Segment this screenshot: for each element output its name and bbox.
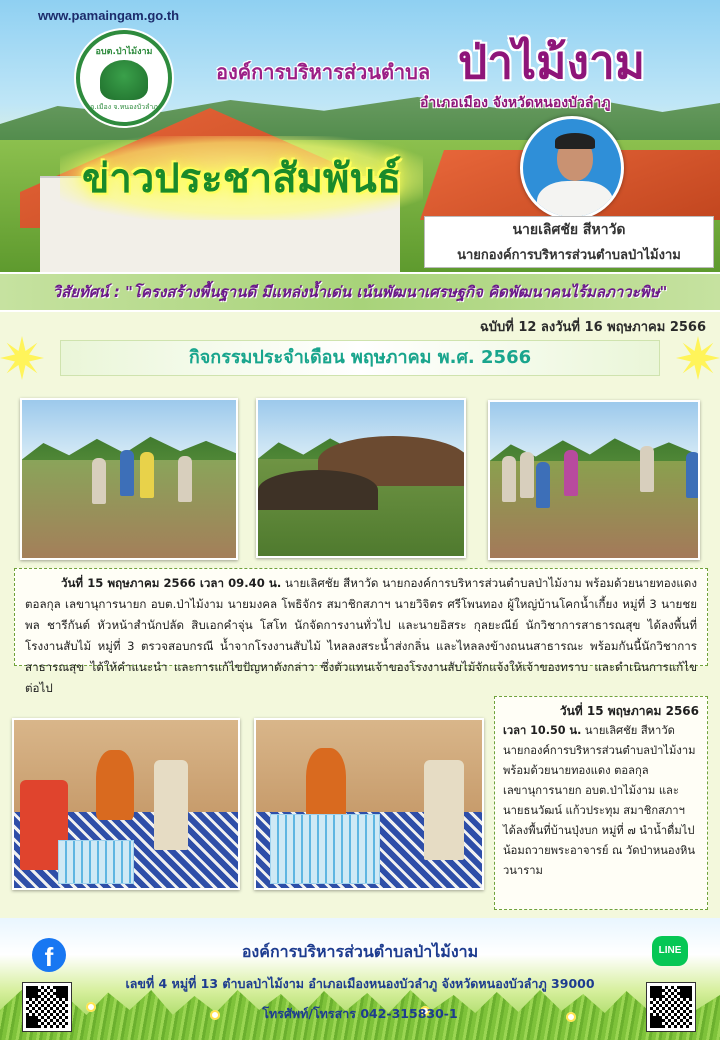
logo-bottom-text: อ.เมือง จ.หนองบัวลำภู xyxy=(90,102,158,111)
logo-top-text: อบต.ป่าไม้งาม xyxy=(95,46,153,57)
article-1 xyxy=(14,568,708,695)
article-2-date: วันที่ 15 พฤษภาคม 2566 xyxy=(559,704,699,718)
footer-phone: โทรศัพท์/โทรสาร 042-315830-1 xyxy=(262,1006,458,1021)
vision-strip: วิสัยทัศน์ : "โครงสร้างพื้นฐานดี มีแหล่งน้ำเด่น เน้นพัฒนาเศรษฐกิจ คิดพัฒนาคนไร้มลภาวะพิษ" xyxy=(0,272,720,312)
news-title: ข่าวประชาสัมพันธ์ xyxy=(60,136,423,220)
activity-photo-2 xyxy=(256,398,466,558)
facebook-icon[interactable]: f xyxy=(32,938,66,972)
activity-title: กิจกรรมประจำเดือน พฤษภาคม พ.ศ. 2566 xyxy=(60,340,660,376)
tree-icon xyxy=(100,60,148,100)
activity-photo-3 xyxy=(488,400,700,560)
official-name-box xyxy=(424,216,714,268)
sun-burst-icon xyxy=(676,336,720,380)
official-name: นายเลิศชัย สีหาวัด xyxy=(512,222,626,238)
activity-photo-5 xyxy=(254,718,484,890)
org-prefix: องค์การบริหารส่วนตำบล xyxy=(216,60,431,84)
article-2 xyxy=(494,696,708,910)
sun-burst-icon xyxy=(0,336,44,380)
activity-photo-1 xyxy=(20,398,238,560)
org-name: ป่าไม้งาม xyxy=(458,35,646,89)
article-2-time: เวลา 10.50 น. xyxy=(503,724,582,737)
official-title: นายกองค์การบริหารส่วนตำบลป่าไม้งาม xyxy=(457,248,681,263)
footer-address: เลขที่ 4 หมู่ที่ 13 ตำบลป่าไม้งาม อำเภอเมืองหนองบัวลำภู จังหวัดหนองบัวลำภู 39000 xyxy=(125,976,595,991)
footer-org-name: องค์การบริหารส่วนตำบลป่าไม้งาม xyxy=(241,942,479,961)
header-banner xyxy=(0,0,720,272)
activity-photo-4 xyxy=(12,718,240,890)
line-icon[interactable]: LINE xyxy=(652,936,688,966)
article-1-date: วันที่ 15 พฤษภาคม 2566 เวลา 09.40 น. xyxy=(61,576,282,590)
official-portrait xyxy=(520,116,624,220)
org-logo xyxy=(76,30,172,126)
issue-info: ฉบับที่ 12 ลงวันที่ 16 พฤษภาคม 2566 xyxy=(479,320,706,335)
site-url[interactable]: www.pamaingam.go.th xyxy=(38,8,180,23)
org-district: อำเภอเมือง จังหวัดหนองบัวลำภู xyxy=(420,95,611,111)
article-2-body: นายเลิศชัย สีหาวัด นายกองค์การบริหารส่วนตำบลป่าไม้งาม พร้อมด้วยนายทองแดง ตอลกุล เลขานุการนายก อบต.ป่าไม้งาม และนายธนวัฒน์ แก้วประทุม สมาชิกสภาฯ ได้ลงพื้นที่บ้านปุ่งบก หมู่ที่ ๗ นำน้ำดื่มไปน้อมถวายพระอาจารย์ ณ วัดป่าหนองหินวนาราม xyxy=(503,724,696,877)
article-1-body: นายเลิศชัย สีหาวัด นายกองค์การบริหารส่วนตำบลป่าไม้งาม พร้อมด้วยนายทองแดง ตอลกุล เลขานุการนายก อบต.ป่าไม้งาม นายมงคล โพธิจักร สมาชิกสภาฯ นายวิจิตร ศรีโพนทอง ผู้ใหญ่บ้านโคกน้ำเกี้ยง หมู่ที่ 3 นายชยพล ชารีกันต์ หัวหน้าสำนักปลัด สิบเอกคำจุ่น โสโท นักจัดการงานทั่วไป และนายอิสระ กุลยะณีย์ นักวิชาการสาธารณสุข ได้ลงพื้นที่ โรงงานสับไม้ หมู่ที่ 3 ตรวจสอบกรณี น้ำจากโรงงานสับไม้ ไหลลงสระน้ำส่งกลิ่น และไหลลงข้างถนนสาธารณะ พร้อมกันนี้นักวิชาการสาธารณสุข ได้ให้คำแนะนำ และการแก้ไขปัญหาดังกล่าว ซึ่งตัวแทนเจ้าของโรงงานสับไม้จักแจ้งให้เจ้าของทราบ และดำเนินการแก้ไขต่อไป xyxy=(25,576,697,695)
